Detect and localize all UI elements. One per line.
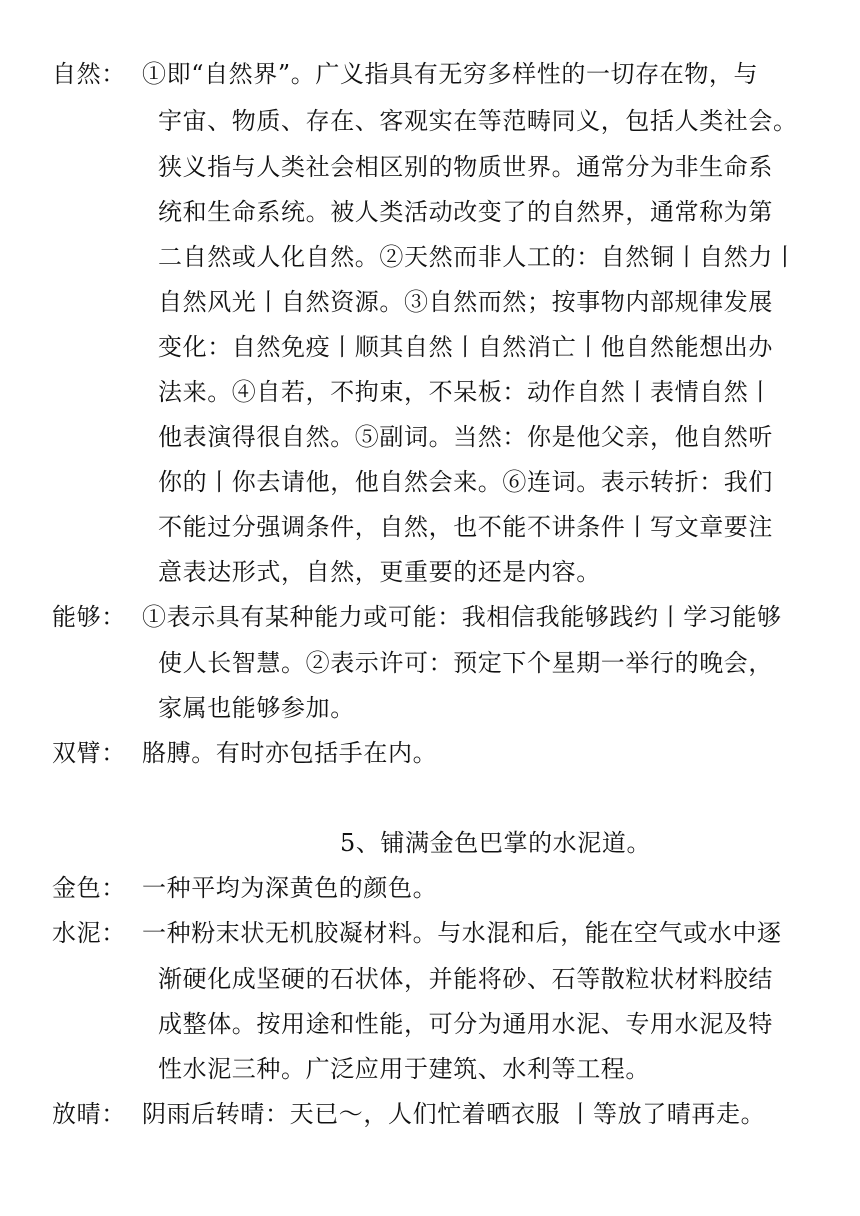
entry-term: 水泥： <box>52 919 126 947</box>
definition-line: 二自然或人化自然。②天然而非人工的：自然铜丨自然力丨 <box>158 243 798 271</box>
definition-line: 他表演得很自然。⑤副词。当然：你是他父亲，他自然听 <box>158 423 773 451</box>
entry-term: 自然： <box>52 60 126 88</box>
entry-term: 金色： <box>52 874 126 902</box>
definition-line: 宇宙、物质、存在、客观实在等范畴同义，包括人类社会。 <box>158 107 798 135</box>
definition-line: 狭义指与人类社会相区别的物质世界。通常分为非生命系 <box>158 153 773 181</box>
entry-term: 能够： <box>52 603 126 631</box>
definition-line: 统和生命系统。被人类活动改变了的自然界，通常称为第 <box>158 198 773 226</box>
section-heading: 5、铺满金色巴掌的水泥道。 <box>340 829 652 857</box>
definition-line: 一种粉末状无机胶凝材料。与水混和后，能在空气或水中逐 <box>142 919 782 947</box>
definition-line: 使人长智慧。②表示许可：预定下个星期一举行的晚会， <box>158 649 773 677</box>
definition-line: 不能过分强调条件，自然，也不能不讲条件丨写文章要注 <box>158 513 773 541</box>
definition-line: 你的丨你去请他，他自然会来。⑥连词。表示转折：我们 <box>158 468 773 496</box>
definition-line: 家属也能够参加。 <box>158 694 355 722</box>
definition-line: 一种平均为深黄色的颜色。 <box>142 874 438 902</box>
entry-term: 双臂： <box>52 739 126 767</box>
definition-line: 变化：自然免疫丨顺其自然丨自然消亡丨他自然能想出办 <box>158 333 773 361</box>
definition-line: 阴雨后转晴：天已～，人们忙着晒衣服 丨等放了晴再走。 <box>142 1100 766 1128</box>
definition-line: ①表示具有某种能力或可能：我相信我能够践约丨学习能够 <box>142 603 782 631</box>
definition-line: ①即“自然界”。广义指具有无穷多样性的一切存在物，与 <box>142 60 759 88</box>
entry-term: 放晴： <box>52 1100 126 1128</box>
definition-line: 胳膊。有时亦包括手在内。 <box>142 739 438 767</box>
definition-line: 意表达形式，自然，更重要的还是内容。 <box>158 558 601 586</box>
definition-line: 自然风光丨自然资源。③自然而然；按事物内部规律发展 <box>158 288 773 316</box>
definition-line: 渐硬化成坚硬的石状体，并能将砂、石等散粒状材料胶结 <box>158 965 773 993</box>
definition-line: 法来。④自若，不拘束，不呆板：动作自然丨表情自然丨 <box>158 378 773 406</box>
definition-line: 成整体。按用途和性能，可分为通用水泥、专用水泥及特 <box>158 1010 773 1038</box>
definition-line: 性水泥三种。广泛应用于建筑、水利等工程。 <box>158 1055 650 1083</box>
